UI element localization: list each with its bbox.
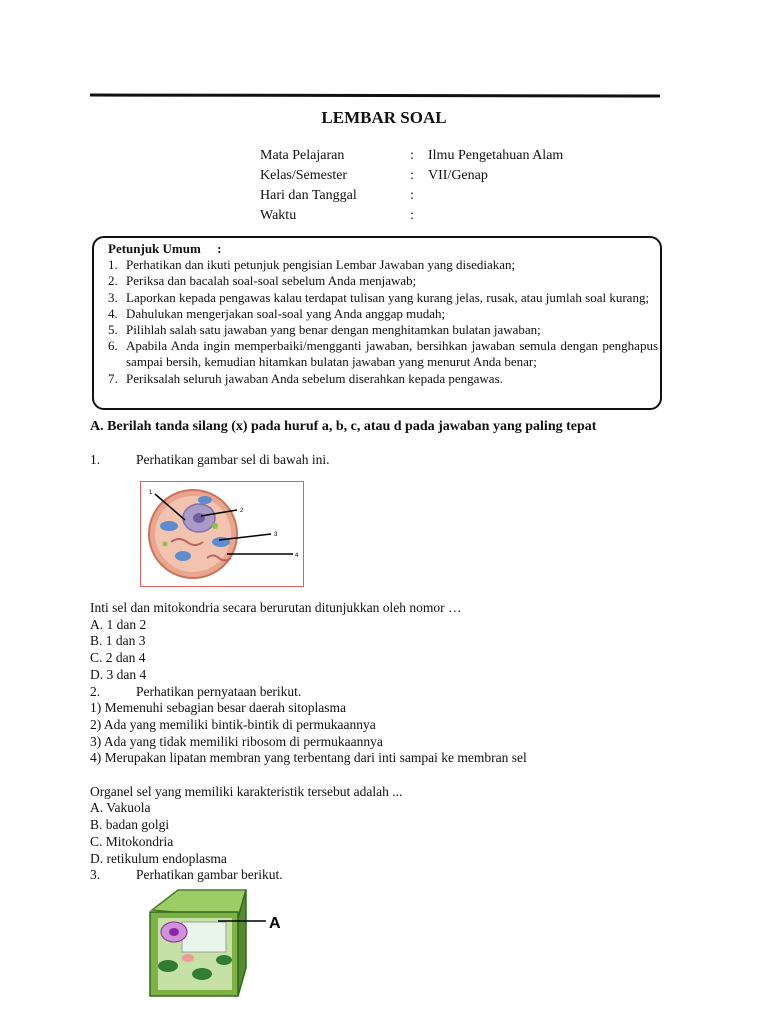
instructions-box [92, 236, 662, 410]
instruction-item: 6. Apabila Anda ingin memperbaiki/mengganti jawaban, bersihkan jawaban semula dengan penghapus sampai bersih, kemudian hitamkan bulatan jawaban yang menurut Anda benar; [108, 338, 658, 370]
info-row-date: Hari dan Tanggal : [260, 188, 414, 203]
fig1-label-4: 4 [295, 553, 299, 559]
info-row-time: Waktu : [260, 208, 414, 223]
q2-statement-2: 2) Ada yang memiliki bintik-bintik di permukaannya [90, 716, 376, 732]
header-rule [90, 94, 660, 98]
q2-option-c[interactable]: C. Mitokondria [90, 833, 174, 849]
instruction-item: 5. Pilihlah salah satu jawaban yang benar dengan menghitamkan bulatan jawaban; [108, 322, 541, 338]
q1-question: Inti sel dan mitokondria secara berurutan ditunjukkan oleh nomor … [90, 600, 462, 615]
fig1-label-3: 3 [274, 532, 278, 538]
q2-option-b[interactable]: B. badan golgi [90, 817, 170, 833]
q1-option-a[interactable]: A. 1 dan 2 [90, 616, 147, 632]
fig1-label-1: 1 [149, 490, 153, 496]
q1-option-c[interactable]: C. 2 dan 4 [90, 650, 146, 666]
animal-cell-figure [140, 481, 304, 587]
q2-statement-4: 4) Merupakan lipatan membran yang terbentang dari inti sampai ke membran sel [90, 750, 527, 766]
q1-prompt: 1. Perhatikan gambar sel di bawah ini. [90, 452, 330, 467]
instructions-heading: Petunjuk Umum : [108, 241, 222, 256]
fig1-label-2: 2 [240, 508, 244, 514]
instructions-list [108, 257, 658, 387]
info-row-subject: Mata Pelajaran : Ilmu Pengetahuan Alam [260, 148, 564, 163]
q1-option-d[interactable]: D. 3 dan 4 [90, 666, 147, 682]
instruction-item: 7. Periksalah seluruh jawaban Anda sebelum diserahkan kepada pengawas. [108, 370, 503, 386]
info-row-class: Kelas/Semester : VII/Genap [260, 168, 488, 183]
q3-prompt: 3. Perhatikan gambar berikut. [90, 867, 283, 883]
q1-body [90, 600, 527, 884]
section-a-heading: A. Berilah tanda silang (x) pada huruf a, b, c, atau d pada jawaban yang paling tepat [90, 419, 597, 434]
fig2-label-a: A [269, 915, 281, 932]
exam-info [260, 146, 563, 226]
plant-cell-figure [138, 888, 298, 998]
q2-question: Organel sel yang memiliki karakteristik tersebut adalah ... [90, 783, 403, 799]
instruction-item: 3. Laporkan kepada pengawas kalau terdapat tulisan yang kurang jelas, rusak, atau jumlah soal kurang; [108, 289, 650, 305]
q2-statement-1: 1) Memenuhi sebagian besar daerah sitoplasma [90, 700, 347, 716]
q2-prompt: 2. Perhatikan pernyataan berikut. [90, 683, 302, 699]
q2-statement-3: 3) Ada yang tidak memiliki ribosom di permukaannya [90, 733, 383, 749]
q1-option-b[interactable]: B. 1 dan 3 [90, 633, 146, 649]
instruction-item: 4. Dahulukan mengerjakan soal-soal yang Anda anggap mudah; [108, 305, 446, 321]
q2-option-a[interactable]: A. Vakuola [90, 800, 151, 816]
q2-option-d[interactable]: D. retikulum endoplasma [90, 850, 227, 866]
instruction-item: 2. Periksa dan bacalah soal-soal sebelum Anda menjawab; [108, 273, 417, 289]
instruction-item: 1. Perhatikan dan ikuti petunjuk pengisian Lembar Jawaban yang disediakan; [108, 257, 516, 273]
page-title: LEMBAR SOAL [321, 108, 447, 127]
